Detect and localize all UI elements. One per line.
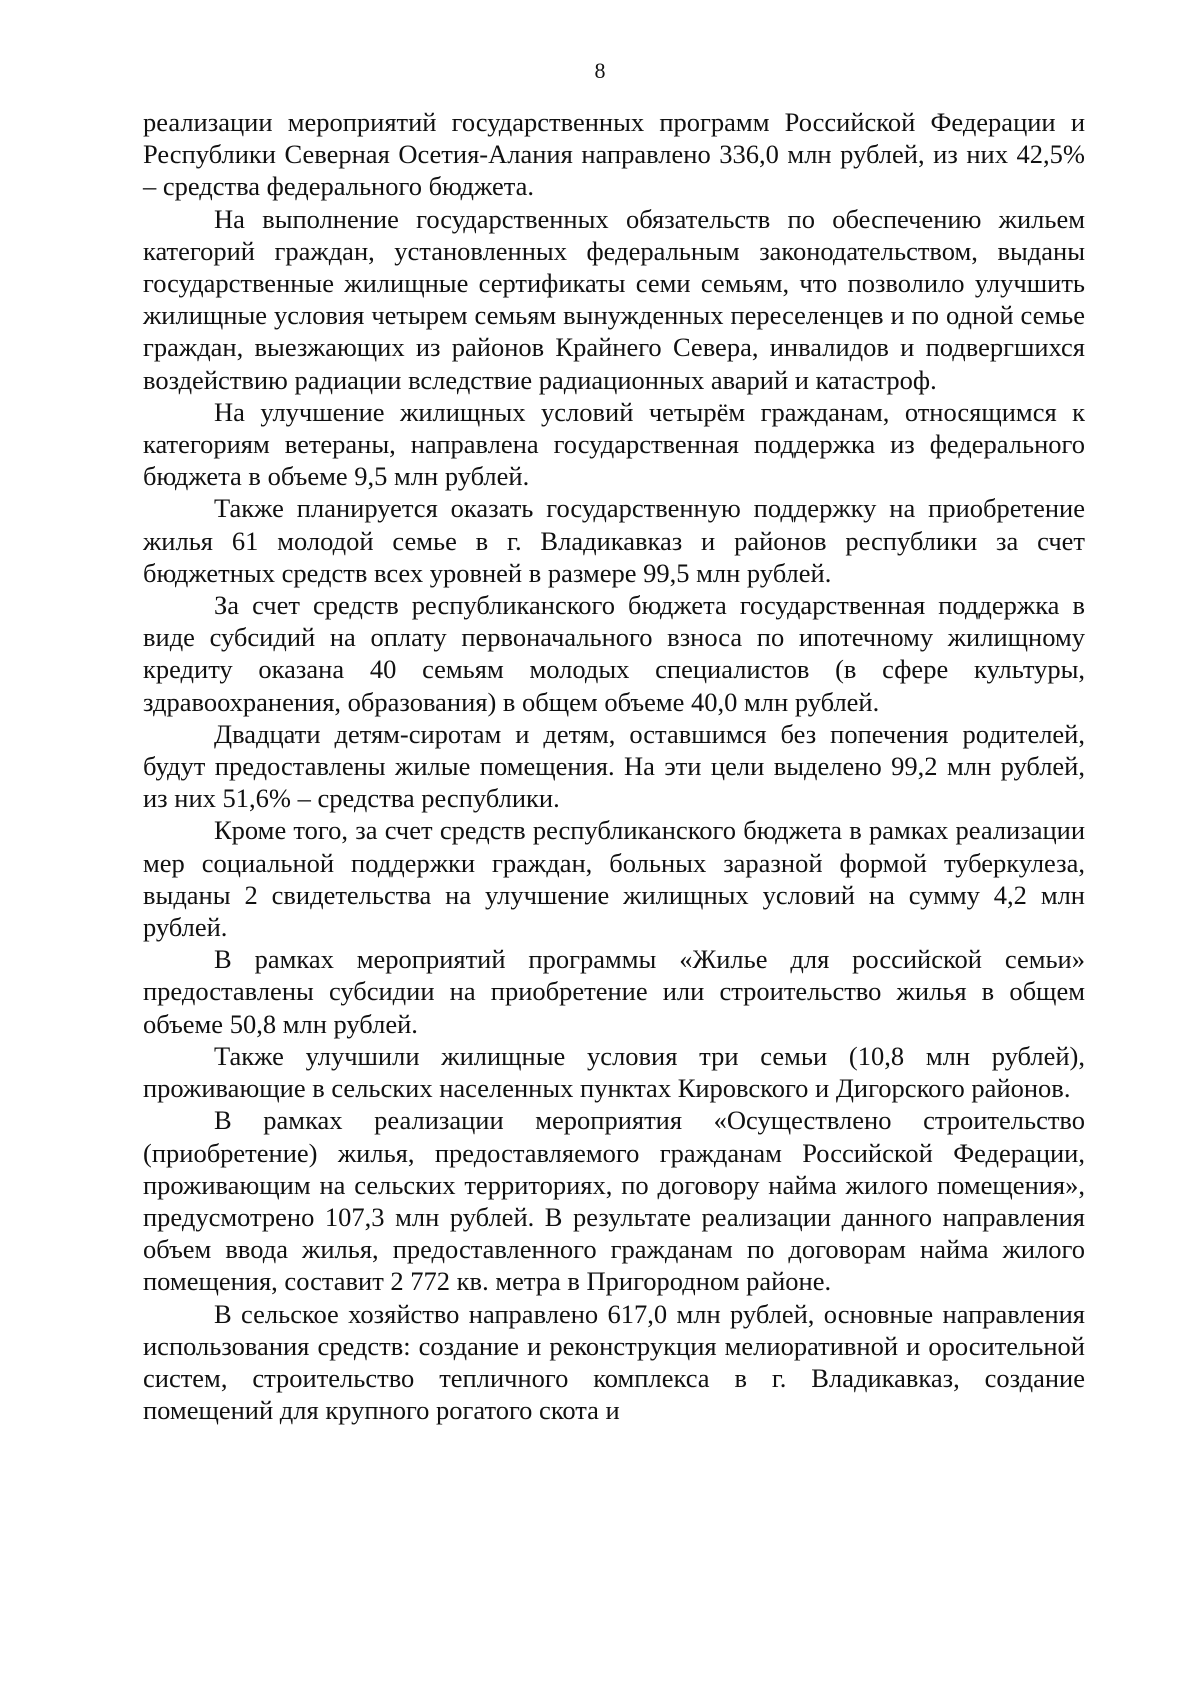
paragraph-8: В рамках мероприятий программы «Жилье для российской семьи» предоставлены субсидии на приобретение или строительство жилья в общем объеме 50,8 млн рублей. (143, 944, 1085, 1039)
paragraph-7: Кроме того, за счет средств республиканского бюджета в рамках реализации мер социальной поддержки граждан, больных заразной формой туберкулеза, выданы 2 свидетельства на улучшение жилищных условий на сумму 4,2 млн рублей. (143, 815, 1085, 943)
paragraph-4: Также планируется оказать государственную поддержку на приобретение жилья 61 молодой семье в г. Владикавказ и районов республики за счет бюджетных средств всех уровней в размере 99,5 млн рублей. (143, 493, 1085, 588)
page-number: 8 (594, 58, 606, 83)
paragraph-6: Двадцати детям-сиротам и детям, оставшимся без попечения родителей, будут предоставлены жилые помещения. На эти цели выделено 99,2 млн рублей, из них 51,6% – средства республики. (143, 718, 1085, 814)
paragraph-9: Также улучшили жилищные условия три семьи (10,8 млн рублей), проживающие в сельских населенных пунктах Кировского и Дигорского районов. (143, 1040, 1085, 1104)
paragraph-3: На улучшение жилищных условий четырём гражданам, относящимся к категориям ветераны, направлена государственная поддержка из федерального бюджета в объеме 9,5 млн рублей. (143, 396, 1085, 492)
paragraph-5: За счет средств республиканского бюджета государственная поддержка в виде субсидий на оплату первоначального взноса по ипотечному жилищному кредиту оказана 40 семьям молодых специалистов (в сфере культуры, здравоохранения, образования) в общем объеме 40,0 млн рублей. (143, 590, 1085, 717)
paragraph-2: На выполнение государственных обязательств по обеспечению жильем категорий граждан, установленных федеральным законодательством, выданы государственные жилищные сертификаты семи семьям, что позволило улучшить жилищные условия четырем семьям вынужденных переселенцев и по одной семье граждан, выезжающих из районов Крайнего Севера, инвалидов и подвергшихся воздействию радиации вследствие радиационных аварий и катастроф. (143, 203, 1085, 395)
paragraph-11: В сельское хозяйство направлено 617,0 млн рублей, основные направления использования средств: создание и реконструкция мелиоративной и оросительной систем, строительство тепличного комплекса в г. Владикавказ, создание помещений для крупного рогатого скота и (143, 1298, 1085, 1426)
paragraph-10: В рамках реализации мероприятия «Осуществлено строительство (приобретение) жилья, предоставляемого гражданам Российской Федерации, проживающим на сельских территориях, по договору найма жилого помещения», предусмотрено 107,3 млн рублей. В результате реализации данного направления объем ввода жилья, предоставленного гражданам по договорам найма жилого помещения, составит 2 772 кв. метра в Пригородном районе. (143, 1105, 1085, 1297)
document-body (143, 106, 1085, 1426)
paragraph-1: реализации мероприятий государственных программ Российской Федерации и Республики Северная Осетия-Алания направлено 336,0 млн рублей, из них 42,5% – средства федерального бюджета. (143, 107, 1085, 202)
